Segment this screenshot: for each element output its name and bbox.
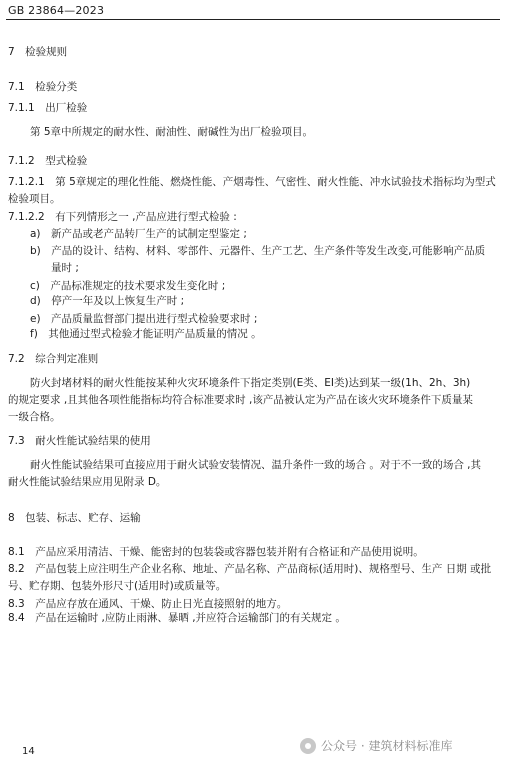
list-item-continuation: 量时 ; [51,262,79,274]
watermark [300,737,452,754]
section-heading-8: 8 包装、标志、贮存、运输 [8,512,141,524]
section-heading-7: 7 检验规则 [8,46,68,58]
list-item: a) 新产品或老产品转厂生产的试制定型鉴定 ; [30,228,247,240]
paragraph-line: 8.2 产品包装上应注明生产企业名称、地址、产品名称、产品商标(适用时)、规格型号、生产 日期 或批 [8,563,492,575]
paragraph-line: 检验项目。 [8,193,61,205]
watermark-text: 公众号 · 建筑材料标准库 [321,739,453,753]
page-number: 14 [22,746,35,757]
list-item: c) 产品标准规定的技术要求发生变化时 ; [30,280,226,292]
paragraph-line: 耐火性能试验结果可直接应用于耐火试验安装情况、温升条件一致的场合 。对于不一致的场合 ,其 [30,459,482,471]
section-heading-7-1-2: 7.1.2 型式检验 [8,155,88,167]
paragraph-line: 一级合格。 [8,411,61,423]
header-rule [6,19,500,20]
paragraph-line: 第 5章中所规定的耐水性、耐油性、耐碱性为出厂检验项目。 [30,126,314,138]
paragraph-line: 8.4 产品在运输时 ,应防止雨淋、暴晒 ,并应符合运输部门的有关规定 。 [8,612,346,624]
list-item: f) 其他通过型式检验才能证明产品质量的情况 。 [30,328,262,340]
section-heading-7-1-1: 7.1.1 出厂检验 [8,102,88,114]
standard-number: GB 23864—2023 [8,4,105,17]
section-heading-7-1: 7.1 检验分类 [8,81,78,93]
wechat-icon [300,738,316,754]
paragraph-line: 号、贮存期、包装外形尺寸(适用时)或质量等。 [8,580,227,592]
section-heading-7-3: 7.3 耐火性能试验结果的使用 [8,435,151,447]
paragraph-line: 防火封堵材料的耐火性能按某种火灾环境条件下指定类别(E类、EI类)达到某一级(1h、2h、3h) [30,377,471,389]
paragraph-line: 的规定要求 ,且其他各项性能指标均符合标准要求时 ,该产品被认定为产品在该火灾环境条件下质量某 [8,394,473,406]
paragraph-line: 耐火性能试验结果应用见附录 D。 [8,476,167,488]
list-item: e) 产品质量监督部门提出进行型式检验要求时 ; [30,313,258,325]
list-item: d) 停产一年及以上恢复生产时 ; [30,295,185,307]
paragraph-line: 8.3 产品应存放在通风、干燥、防止日光直接照射的地方。 [8,598,288,610]
paragraph-line: 8.1 产品应采用清洁、干燥、能密封的包装袋或容器包装并附有合格证和产品使用说明。 [8,546,424,558]
paragraph-line: 7.1.2.1 第 5章规定的理化性能、燃烧性能、产烟毒性、气密性、耐火性能、冲水试验技术指标均为型式 [8,176,496,188]
section-heading-7-2: 7.2 综合判定准则 [8,353,99,365]
paragraph-line: 7.1.2.2 有下列情形之一 ,产品应进行型式检验 : [8,211,237,223]
list-item: b) 产品的设计、结构、材料、零部件、元器件、生产工艺、生产条件等发生改变,可能影响产品质 [30,245,486,257]
